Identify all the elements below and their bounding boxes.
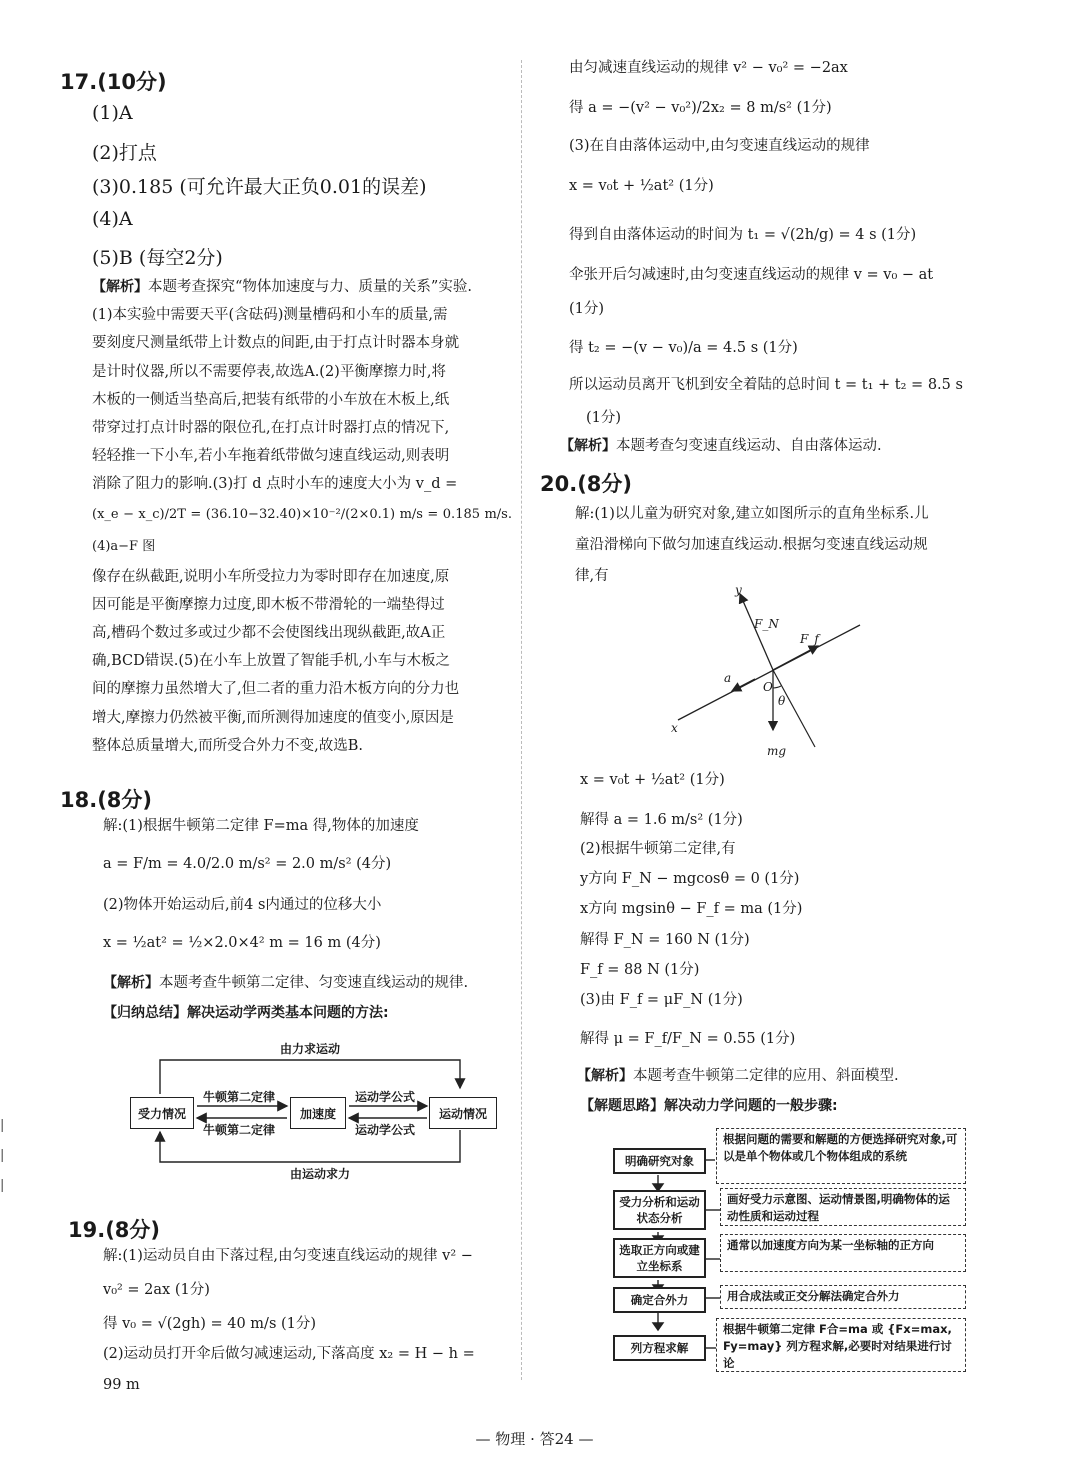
- q20-line-3: (2)根据牛顿第二定律,有: [580, 841, 736, 857]
- diagram-label-a: a: [724, 671, 732, 685]
- q20-line-2: 解得 a = 1.6 m/s² (1分): [580, 812, 743, 828]
- step-note-3: 通常以加速度方向为某一坐标轴的正方向: [720, 1234, 966, 1272]
- q20-line-6: 解得 F_N = 160 N (1分): [580, 932, 750, 948]
- flow-arrow2-top: 运动学公式: [355, 1090, 416, 1104]
- step-note-2: 画好受力示意图、运动情景图,明确物体的运动性质和运动过程: [720, 1188, 966, 1226]
- q20-line-1: x = v₀t + ½at² (1分): [580, 772, 725, 788]
- q19-cont-10: (1分): [586, 410, 622, 426]
- q20-intro-1: 解:(1)以儿童为研究对象,建立如图所示的直角坐标系.儿: [575, 506, 929, 522]
- q20-line-7: F_f = 88 N (1分): [580, 962, 700, 978]
- flow-top-label: 由力求运动: [280, 1042, 341, 1056]
- step-box-4: 确定合外力: [613, 1287, 706, 1313]
- q19-analysis: 【解析】本题考查匀变速直线运动、自由落体运动.: [560, 438, 882, 454]
- flow-arrow1-bottom: 牛顿第二定律: [203, 1123, 276, 1137]
- q19-cont-6: 伞张开后匀减速时,由匀变速直线运动的规律 v = v₀ − at: [569, 267, 934, 283]
- diagram-label-y: y: [735, 583, 742, 597]
- q19-cont-7: (1分): [569, 301, 605, 317]
- step-note-4: 用合成法或正交分解法确定合外力: [720, 1285, 966, 1309]
- q20-line-9: 解得 μ = F_f/F_N = 0.55 (1分): [580, 1031, 796, 1047]
- flow-arrow2-bottom: 运动学公式: [355, 1123, 416, 1137]
- flow-box-force: 受力情况: [130, 1097, 194, 1129]
- q18-summary: 【归纳总结】解决运动学两类基本问题的方法:: [103, 1005, 389, 1021]
- q20-analysis: 【解析】本题考查牛顿第二定律的应用、斜面模型.: [577, 1068, 899, 1084]
- q19-line-1: 解:(1)运动员自由下落过程,由匀变速直线运动的规律 v² −: [103, 1248, 473, 1264]
- margin-mark: |: [0, 1118, 5, 1133]
- flow-box-acceleration: 加速度: [290, 1097, 346, 1129]
- q20-line-8: (3)由 F_f = μF_N (1分): [580, 992, 743, 1008]
- q20-line-5: x方向 mgsinθ − F_f = ma (1分): [580, 901, 803, 917]
- analysis-tag: 【解析】: [92, 279, 148, 295]
- diagram-label-mg: mg: [767, 744, 787, 758]
- q17-answer-4: (4)A: [92, 208, 133, 230]
- step-note-1: 根据问题的需要和解题的方便选择研究对象,可以是单个物体或几个物体组成的系统: [716, 1128, 966, 1184]
- diagram-label-theta: θ: [778, 694, 786, 708]
- q17-answer-5: (5)B (每空2分): [92, 247, 223, 269]
- q19-cont-3: (3)在自由落体运动中,由匀变速直线运动的规律: [569, 138, 870, 154]
- q19-cont-4: x = v₀t + ½at² (1分): [569, 178, 714, 194]
- flow-arrow1-top: 牛顿第二定律: [203, 1090, 276, 1104]
- q18-line-1: 解:(1)根据牛顿第二定律 F=ma 得,物体的加速度: [103, 818, 419, 834]
- column-divider: [521, 60, 522, 1380]
- diagram-label-x: x: [671, 721, 678, 735]
- step-box-3: 选取正方向或建立坐标系: [613, 1238, 706, 1278]
- step-box-5: 列方程求解: [613, 1335, 706, 1361]
- q18-header: 18.(8分): [60, 788, 153, 812]
- q18-line-3: (2)物体开始运动后,前4 s内通过的位移大小: [103, 897, 382, 913]
- q17-analysis: 【解析】本题考查探究“物体加速度与力、质量的关系”实验. (1)本实验中需要天平(含砝码)测量槽码和小车的质量,需 要刻度尺测量纸带上计数点的间距,由于打点计时器本身就 是计时仪器,所以不需要停表,故选A.(2)平衡摩擦力时,将 木板的一侧适当垫高后,把装有纸带的小车放在木板上,纸 带穿过打点计时器的限位孔,在打点计时器打点的情况下, 轻轻推一下小车,若小车拖着纸带做匀速直线运动,则表明 消除了阻力的影响.(3)打 d 点时小车的速度大小为 v_d = (x_e − x_c)/2T = (36.10−32.40)×10⁻²/(2×0.1) m/s = 0.185 m/s.(4)a−F 图 像存在纵截距,说明小车所受拉力为零时即存在加速度,原 因可能是平衡摩擦力过度,即木板不带滑轮的一端垫得过 高,槽码个数过多或过少都不会使图线出现纵截距,故A正 确,BCD错误.(5)在小车上放置了智能手机,小车与木板之 间的摩擦力虽然增大了,但二者的重力沿木板方向的分力也 增大,摩擦力仍然被平衡,而所测得加速度的值变小,原因是 整体总质量增大,而所受合外力不变,故选B.: [92, 279, 512, 754]
- q20-force-diagram: [660, 580, 880, 760]
- page-footer: — 物理 · 答24 —: [475, 1430, 594, 1448]
- q20-intro-2: 童沿滑梯向下做匀加速直线运动.根据匀变速直线运动规: [575, 537, 928, 553]
- q19-cont-8: 得 t₂ = −(v − v₀)/a = 4.5 s (1分): [569, 340, 798, 356]
- q19-header: 19.(8分): [68, 1218, 161, 1242]
- q19-line-4: (2)运动员打开伞后做匀减速运动,下落高度 x₂ = H − h =: [103, 1346, 475, 1362]
- q19-cont-1: 由匀减速直线运动的规律 v² − v₀² = −2ax: [569, 60, 848, 76]
- q20-header: 20.(8分): [540, 472, 633, 496]
- q19-cont-5: 得到自由落体运动的时间为 t₁ = √(2h/g) = 4 s (1分): [569, 227, 917, 243]
- q17-answer-2: (2)打点: [92, 142, 157, 164]
- q20-intro-3: 律,有: [575, 568, 609, 584]
- diagram-label-fn: F_N: [754, 617, 779, 631]
- q19-cont-9: 所以运动员离开飞机到安全着陆的总时间 t = t₁ + t₂ = 8.5 s: [569, 377, 963, 393]
- q17-answer-1: (1)A: [92, 102, 133, 124]
- q18-line-4: x = ½at² = ½×2.0×4² m = 16 m (4分): [103, 935, 381, 951]
- q19-line-2: v₀² = 2ax (1分): [103, 1282, 210, 1298]
- margin-mark: |: [0, 1178, 5, 1193]
- diagram-label-o: O: [763, 680, 773, 694]
- q19-line-5: 99 m: [103, 1377, 140, 1393]
- step-note-5: 根据牛顿第二定律 F合=ma 或 {Fx=max, Fy=may} 列方程求解,必要时对结果进行讨论: [716, 1318, 966, 1372]
- q17-answer-3: (3)0.185 (可允许最大正负0.01的误差): [92, 176, 427, 198]
- flow-box-motion: 运动情况: [429, 1097, 497, 1129]
- q20-think: 【解题思路】解决动力学问题的一般步骤:: [580, 1098, 838, 1114]
- q19-cont-2: 得 a = −(v² − v₀²)/2x₂ = 8 m/s² (1分): [569, 100, 832, 116]
- step-box-1: 明确研究对象: [613, 1148, 706, 1174]
- q17-header: 17.(10分): [60, 70, 167, 94]
- flow-bottom-label: 由运动求力: [290, 1167, 351, 1181]
- q20-line-4: y方向 F_N − mgcosθ = 0 (1分): [580, 871, 800, 887]
- diagram-label-ff: F_f: [800, 632, 819, 646]
- q18-line-2: a = F/m = 4.0/2.0 m/s² = 2.0 m/s² (4分): [103, 856, 392, 872]
- q19-line-3: 得 v₀ = √(2gh) = 40 m/s (1分): [103, 1316, 317, 1332]
- q18-analysis: 【解析】本题考查牛顿第二定律、匀变速直线运动的规律.: [103, 975, 469, 991]
- step-box-2: 受力分析和运动状态分析: [613, 1190, 706, 1230]
- margin-mark: |: [0, 1148, 5, 1163]
